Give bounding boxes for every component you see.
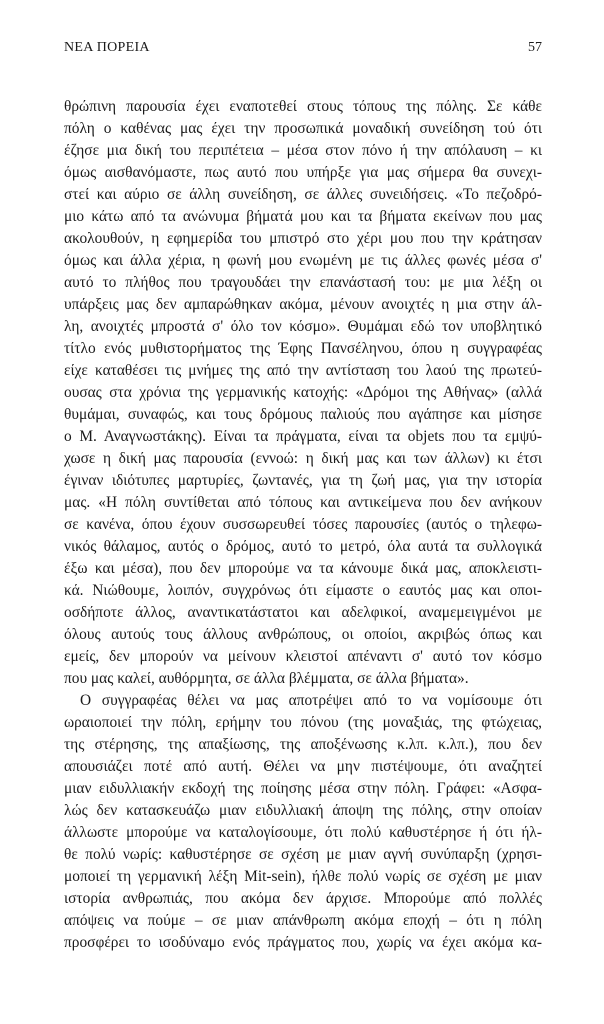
text-line: απόψεις να πούμε – σε μιαν απάνθρωπη ακόμα εποχή – ότι η πόλη (64, 912, 542, 929)
text-line: ο Μ. Αναγνωστάκης). Είναι τα πράγματα, είναι τα objets που τα εμψύ- (64, 428, 542, 445)
running-title: ΝΕΑ ΠΟΡΕΙΑ (64, 40, 150, 55)
text-line: θυμάμαι, συναφώς, και τους δρόμους παλιούς που αγάπησε και μίσησε (64, 406, 542, 423)
text-line: ακολουθούν, η εφημερίδα του μπιστρό στο χέρι μου που την κράτησαν (64, 230, 542, 247)
text-line: χωσε η δική μας παρουσία (εννοώ: η δική μας και των άλλων) κι έτσι (64, 450, 542, 467)
text-line: μιαν ειδυλλιακήν εκδοχή της ποίησης μέσα στην πόλη. Γράφει: «Ασφα- (64, 780, 542, 797)
text-line: απουσιάζει ποτέ από αυτή. Θέλει να μην πιστέψουμε, ότι αναζητεί (64, 758, 542, 775)
body-text (64, 96, 542, 954)
text-line: μιο κάτω από τα ανώνυμα βήματά μου και τα βήματα εκείνων που μας (64, 208, 542, 225)
text-line: της στέρησης, της απαξίωσης, της αποξένωσης κ.λπ. κ.λπ.), που δεν (64, 736, 542, 753)
text-line: έξω και μέσα), που δεν μπορούμε να τα κάνουμε δικά μας, αποκλειστι- (64, 560, 542, 577)
text-line: νικός θάλαμος, αυτός ο δρόμος, αυτό το μετρό, όλα αυτά τα συλλογικά (64, 538, 542, 555)
text-line: θρώπινη παρουσία έχει εναποτεθεί στους τόπους της πόλης. Σε κάθε (64, 98, 542, 115)
text-line: Ο συγγραφέας θέλει να μας αποτρέψει από το να νομίσουμε ότι (80, 692, 542, 709)
text-line: λώς δεν κατασκευάζω μιαν ειδυλλιακή άποψη της πόλης, στην οποίαν (64, 802, 542, 819)
text-line: έγιναν ιδιότυπες μαρτυρίες, ζωντανές, για τη ζωή μας, για την ιστορία (64, 472, 542, 489)
text-line: όμως και άλλα χέρια, η φωνή μου ενωμένη με τις άλλες φωνές μέσα σ' (64, 252, 542, 269)
text-line: τίτλο ενός μυθιστορήματος της Έφης Πανσέληνου, όπου η συγγραφέας (64, 340, 542, 357)
text-line: μοποιεί τη γερμανική λέξη Mit-sein), ήλθε πολύ νωρίς σε σχέση με μιαν (64, 868, 542, 885)
text-line: ωραιοποιεί την πόλη, ερήμην του πόνου (της μοναξιάς, της φτώχειας, (64, 714, 542, 731)
text-line: κά. Νιώθουμε, λοιπόν, συγχρόνως ότι είμαστε ο εαυτός μας και οποι- (64, 582, 542, 599)
text-line: αυτό το πλήθος που τραγουδάει την επανάστασή του: με μια λέξη οι (64, 274, 542, 291)
text-line: οσδήποτε άλλος, αναντικατάστατοι και αδελφικοί, αναμεμειγμένοι με (64, 604, 542, 621)
text-line: προσφέρει το ισοδύναμο ενός πράγματος που, χωρίς να έχει ακόμα κα- (64, 934, 542, 951)
text-line: άλλωστε μπορούμε να καταλογίσουμε, ότι πολύ καθυστέρησε ή ότι ήλ- (64, 824, 542, 841)
text-line: θε πολύ νωρίς: καθυστέρησε σε σχέση με μιαν αγνή συνύπαρξη (χρησι- (64, 846, 542, 863)
text-line: λη, ανοιχτές μπροστά σ' όλο τον κόσμο». Θυμάμαι εδώ τον υποβλητικό (64, 318, 542, 335)
text-line: όμως αισθανόμαστε, πως αυτό που υπήρξε για μας σήμερα θα συνεχι- (64, 164, 542, 181)
text-line: ουσας στα χρόνια της γερμανικής κατοχής: «Δρόμοι της Αθήνας» (αλλά (64, 384, 542, 401)
text-line: σε κανένα, όπου έχουν συσσωρευθεί τόσες παρουσίες (αυτός ο τηλεφω- (64, 516, 542, 533)
page-number: 57 (528, 40, 542, 55)
text-line: ιστορία ανθρωπιάς, που ακόμα δεν άρχισε. Μπορούμε από πολλές (64, 890, 542, 907)
text-line: στεί και αύριο σε άλλη συνείδηση, σε άλλες συνειδήσεις. «Το πεζοδρό- (64, 186, 542, 203)
text-line: εμείς, δεν μπορούν να μείνουν κλειστοί απέναντι σ' αυτό τον κόσμο (64, 648, 542, 665)
text-line: που μας καλεί, αυθόρμητα, σε άλλα βλέμματα, σε άλλα βήματα». (64, 670, 469, 687)
text-line: έζησε μια δική του περιπέτεια – μέσα στον πόνο ή την απόλαυση – κι (64, 142, 542, 159)
text-line: όλους αυτούς τους άλλους ανθρώπους, οι οποίοι, ακριβώς όπως και (64, 626, 542, 643)
text-line: μας. «Η πόλη συντίθεται από τόπους και αντικείμενα που δεν ανήκουν (64, 494, 542, 511)
text-line: πόλη ο καθένας μας έχει την προσωπικά μοναδική συνείδηση τού ότι (64, 120, 542, 137)
text-line: υπάρξεις μας δεν αμπαρώθηκαν ακόμα, μένουν ανοιχτές η μια στην άλ- (64, 296, 542, 313)
text-line: είχε καταθέσει τις μνήμες της από την αντίσταση του λαού της πρωτεύ- (64, 362, 542, 379)
